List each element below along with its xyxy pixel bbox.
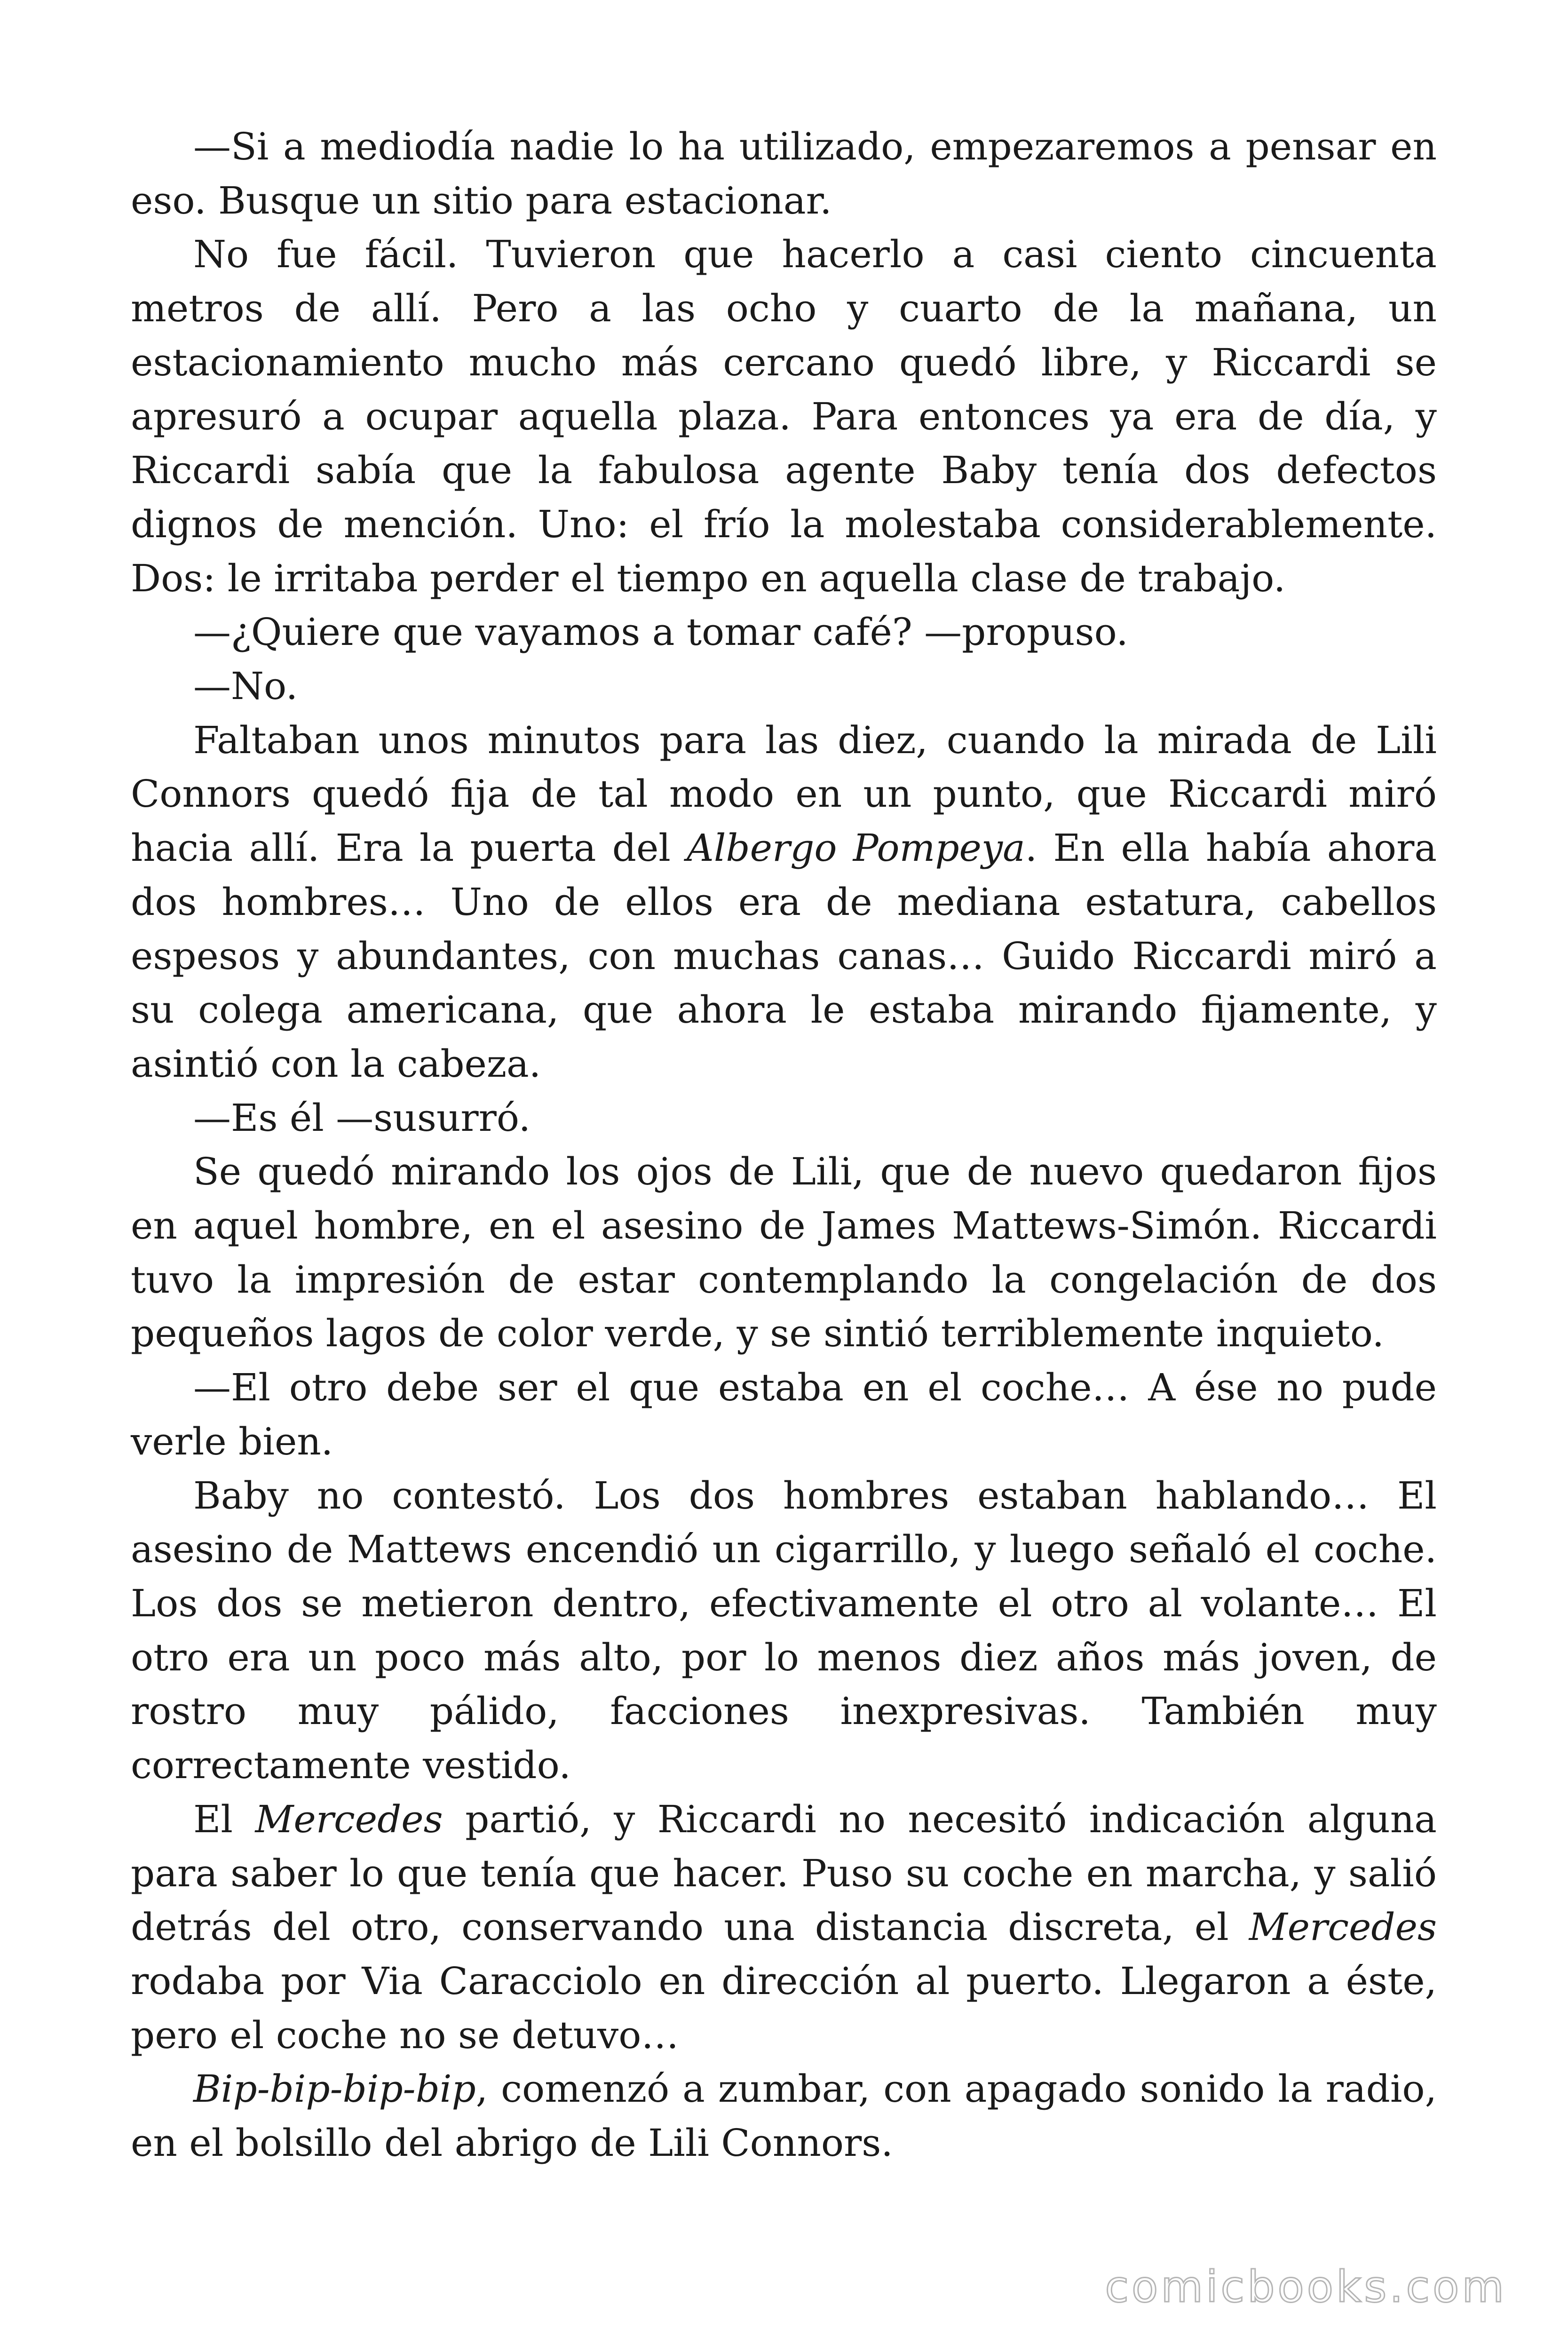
- text-run: partió, y Riccardi no necesitó indicación alguna para saber lo que tenía que hacer. Puso su coche en marcha, y salió detrás del otro, conservando una distancia discreta, el: [131, 1797, 1437, 1949]
- text-run: Faltaban unos minutos para las diez, cuando la mirada de Lili Connors quedó fija de tal modo en un punto, que Riccardi miró hacia allí. Era la puerta del: [131, 718, 1437, 870]
- paragraph: [131, 660, 1437, 714]
- text-run: No fue fácil. Tuvieron que hacerlo a casi ciento cincuenta metros de allí. Pero a las ocho y cuarto de la mañana, un estacionamiento mucho más cercano quedó libre, y Riccardi se apresuró a ocupar aquella plaza. Para entonces ya era de día, y Riccardi sabía que la fabulosa agente Baby tenía dos defectos dignos de mención. Uno: el frío la molestaba considerablemente. Dos: le irritaba perder el tiempo en aquella clase de trabajo.: [131, 232, 1437, 600]
- italic-text: Mercedes: [255, 1797, 443, 1841]
- text-run: , comenzó a zumbar, con apagado sonido la radio, en el bolsillo del abrigo de Lili Connors.: [131, 2067, 1437, 2165]
- text-run: —No.: [193, 664, 298, 708]
- paragraph: [131, 228, 1437, 605]
- text-run: rodaba por Via Caracciolo en dirección al puerto. Llegaron a éste, pero el coche no se detuvo…: [131, 1959, 1437, 2057]
- italic-text: Mercedes: [1249, 1905, 1437, 1949]
- paragraph: [131, 120, 1437, 228]
- paragraph: [131, 1469, 1437, 1793]
- paragraph: [131, 1361, 1437, 1469]
- watermark: comicbooks.com: [1105, 2262, 1507, 2312]
- text-run: —Es él —susurró.: [193, 1096, 531, 1140]
- text-run: —El otro debe ser el que estaba en el coche… A ése no pude verle bien.: [131, 1366, 1437, 1463]
- italic-text: Bip-bip-bip-bip: [193, 2067, 476, 2111]
- text-run: . En ella había ahora dos hombres… Uno de ellos era de mediana estatura, cabellos espesos y abundantes, con muchas canas… Guido Riccardi miró a su colega americana, que ahora le estaba mirando fijamente, y asintió con la cabeza.: [131, 826, 1437, 1086]
- paragraph: [131, 605, 1437, 660]
- text-run: Se quedó mirando los ojos de Lili, que de nuevo quedaron fijos en aquel hombre, en el asesino de James Mattews-Simón. Riccardi tuvo la impresión de estar contemplando la congelación de dos pequeños lagos de color verde, y se sintió terriblemente inquieto.: [131, 1150, 1437, 1356]
- body-text: [131, 120, 1437, 2170]
- text-run: El: [193, 1797, 255, 1841]
- paragraph: [131, 1091, 1437, 1145]
- paragraph: [131, 1145, 1437, 1361]
- text-run: —Si a mediodía nadie lo ha utilizado, empezaremos a pensar en eso. Busque un sitio para estacionar.: [131, 125, 1437, 222]
- italic-text: Albergo Pompeya: [687, 826, 1025, 870]
- paragraph: [131, 714, 1437, 1091]
- paragraph: [131, 2062, 1437, 2170]
- text-run: Baby no contestó. Los dos hombres estaban hablando… El asesino de Mattews encendió un cigarrillo, y luego señaló el coche. Los dos se metieron dentro, efectivamente el otro al volante… El otro era un poco más alto, por lo menos diez años más joven, de rostro muy pálido, facciones inexpresivas. También muy correctamente vestido.: [131, 1473, 1437, 1788]
- text-run: —¿Quiere que vayamos a tomar café? —propuso.: [193, 610, 1128, 654]
- paragraph: [131, 1793, 1437, 2063]
